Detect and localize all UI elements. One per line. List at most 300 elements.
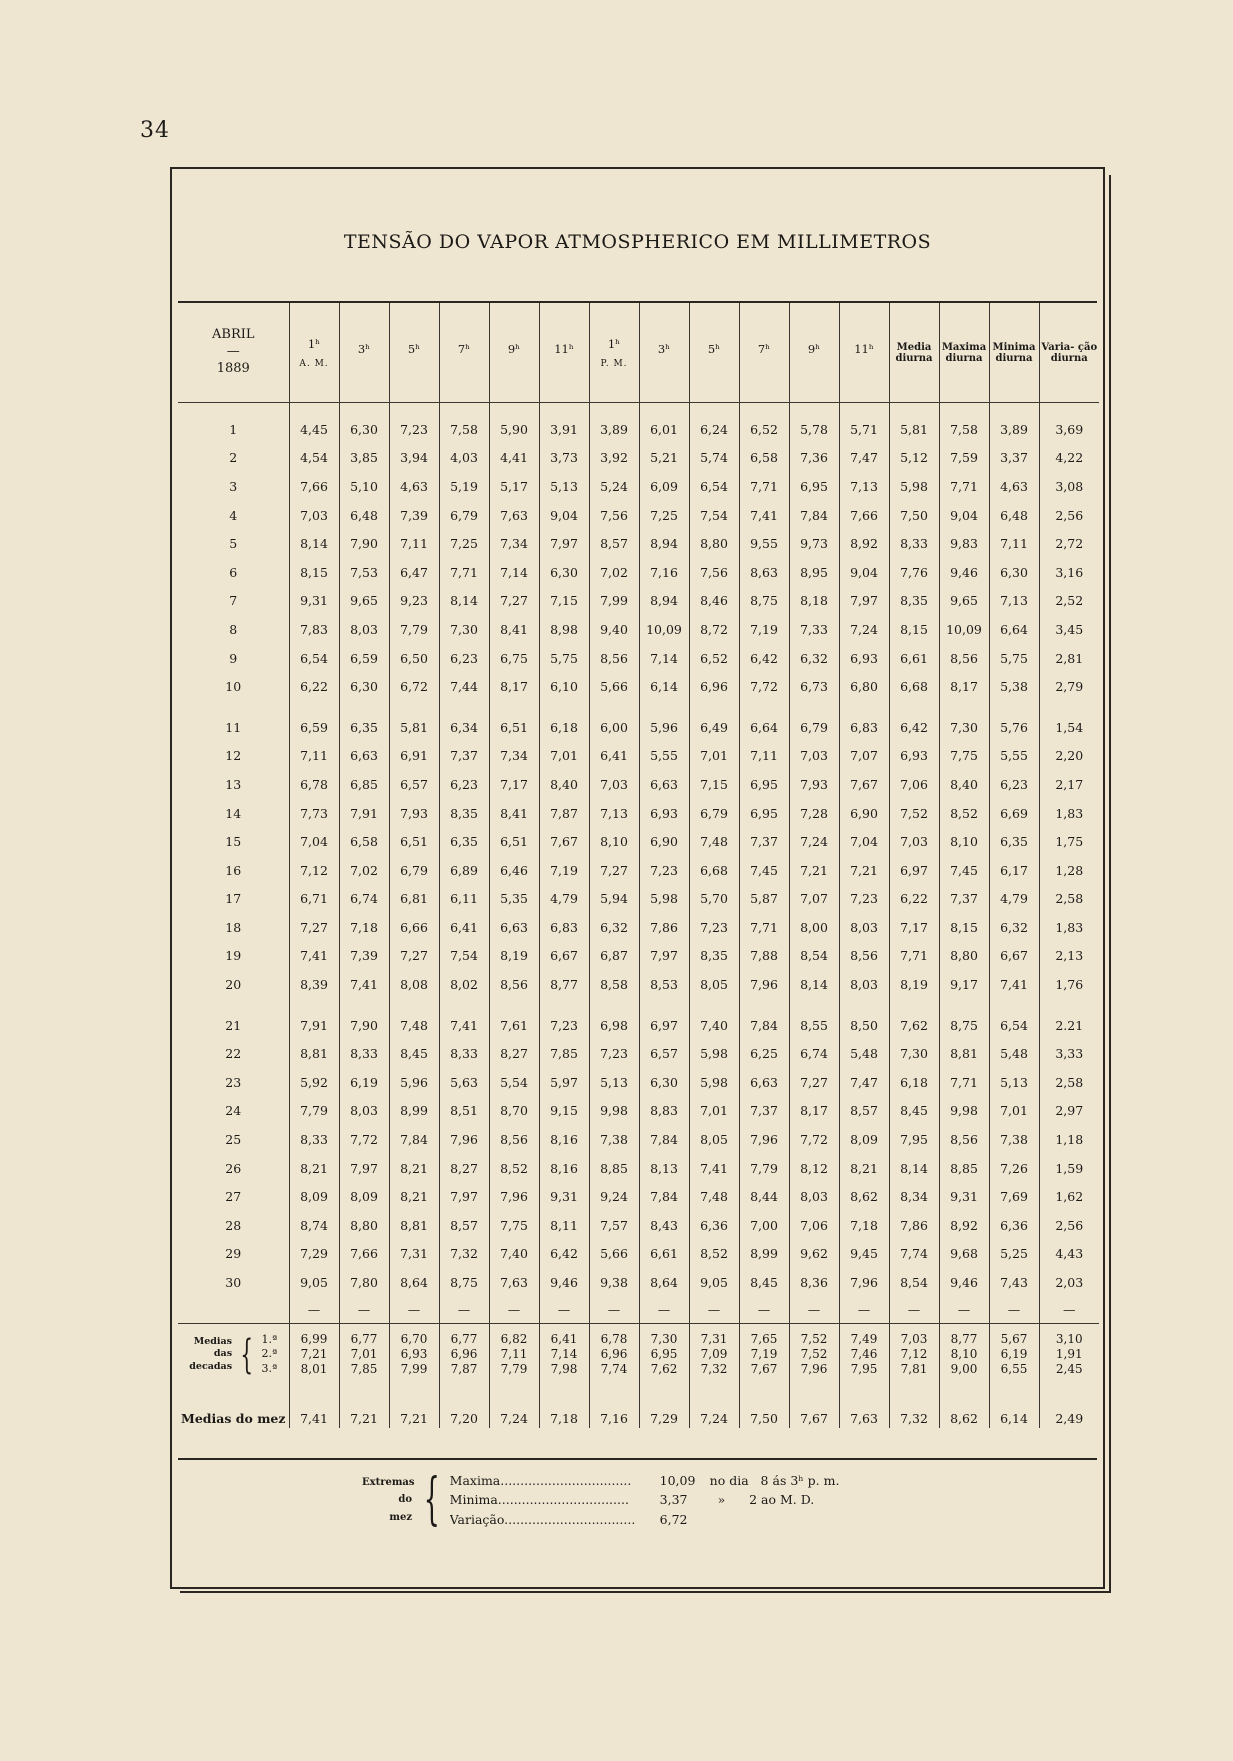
value-cell: 1,18 [1039,1125,1099,1154]
value-cell: 6,54 [289,644,339,673]
value-cell: 6,25 [739,1039,789,1068]
value-cell: 8,75 [439,1268,489,1297]
value-cell: 8,45 [389,1039,439,1068]
value-cell: 5,25 [989,1240,1039,1269]
value-cell: 6,36 [989,1211,1039,1240]
value-cell: 2.21 [1039,1011,1099,1040]
value-cell: 5,55 [639,742,689,771]
value-cell: 6,23 [439,644,489,673]
value-cell: 7,32 [439,1240,489,1269]
value-cell: 7,12 [289,856,339,885]
value-cell: 7,04 [289,827,339,856]
brace: { [240,1331,254,1378]
value-cell: 1,62 [1039,1182,1099,1211]
value-cell: 8,03 [839,970,889,999]
value-cell: 5,35 [489,885,539,914]
value-cell: 6,98 [589,1011,639,1040]
value-cell: 8,35 [889,587,939,616]
value-cell: 3,16 [1039,558,1099,587]
decade-values-cell: 6,78 6,96 7,74 [589,1323,639,1386]
value-cell: 8,16 [539,1125,589,1154]
value-cell: 3,08 [1039,472,1099,501]
value-cell: 8,10 [939,827,989,856]
hour-label: 9ʰ [507,341,521,356]
value-cell: 5,63 [439,1068,489,1097]
value-cell: 7,80 [339,1268,389,1297]
value-cell: 7,06 [889,770,939,799]
value-cell: 8,21 [389,1154,439,1183]
value-cell: 5,55 [989,742,1039,771]
media-header: Media diurna [889,303,939,403]
value-cell: 8,98 [539,615,589,644]
value-cell: 6,46 [489,856,539,885]
table-row [178,644,1099,673]
hour-header-7 [639,303,689,403]
hour-label: 1ʰ [307,336,321,351]
day-cell: 27 [225,1189,242,1205]
hour-header-9 [739,303,789,403]
value-cell: 1,75 [1039,827,1099,856]
value-cell: 7,38 [589,1125,639,1154]
value-cell: 7,97 [639,942,689,971]
value-cell: 7,04 [839,827,889,856]
value-cell: 9,31 [539,1182,589,1211]
value-cell: 2,52 [1039,587,1099,616]
value-cell: 6,01 [639,415,689,444]
page-number: 34 [140,118,170,143]
decade-values-cell: 6,77 7,01 7,85 [339,1323,389,1386]
value-cell: 7,27 [789,1068,839,1097]
value-cell: 6,30 [989,558,1039,587]
value-cell: 5,81 [389,713,439,742]
value-cell: 6,09 [639,472,689,501]
value-cell: 8,64 [389,1268,439,1297]
month-mean-cell: 7,24 [489,1386,539,1428]
value-cell: 8,63 [739,558,789,587]
value-cell: 6,52 [739,415,789,444]
extreme-name: Minima................................. [449,1492,629,1508]
hour-label: 7ʰ [457,341,471,356]
day-cell: 1 [229,421,238,437]
value-cell: 7,45 [939,856,989,885]
dash-row: — — — — — — — — — — — — — — — — [178,1297,1099,1324]
value-cell: 7,74 [889,1240,939,1269]
value-cell: 8,52 [939,799,989,828]
header-row [178,303,1099,403]
table-row [178,501,1099,530]
value-cell: 6,93 [889,742,939,771]
value-cell: 6,34 [439,713,489,742]
month-mean-cell: 2,49 [1039,1386,1099,1428]
value-cell: 8,56 [489,1125,539,1154]
value-cell: 8,62 [839,1182,889,1211]
value-cell: 9,98 [589,1097,639,1126]
value-cell: 8,70 [489,1097,539,1126]
value-cell: 8,05 [689,970,739,999]
value-cell: 7,11 [989,529,1039,558]
month-means-row [178,1386,1099,1428]
extremes-label: Extremas do mez [362,1476,415,1523]
value-cell: 6,74 [339,885,389,914]
value-cell: 6,91 [389,742,439,771]
decade-values-cell: 7,30 6,95 7,62 [639,1323,689,1386]
extreme-note: no dia 8 ás 3ʰ p. m. [709,1473,840,1488]
decade-values-cell: 3,10 1,91 2,45 [1039,1323,1099,1386]
value-cell: 8,81 [289,1039,339,1068]
value-cell: 7,16 [639,558,689,587]
value-cell: 7,02 [339,856,389,885]
month-mean-cell: 7,21 [389,1386,439,1428]
value-cell: 6,79 [439,501,489,530]
decade-values-cell: 6,82 7,11 7,79 [489,1323,539,1386]
extreme-value: 6,72 [659,1511,688,1527]
value-cell: 3,89 [589,415,639,444]
table-row [178,472,1099,501]
table-row [178,415,1099,444]
value-cell: 2,72 [1039,529,1099,558]
value-cell: 6,48 [339,501,389,530]
day-cell: 16 [225,862,242,878]
day-cell: 2 [229,450,238,466]
value-cell: 2,81 [1039,644,1099,673]
value-cell: 8,41 [489,799,539,828]
value-cell: 7,88 [739,942,789,971]
extreme-line [450,1471,840,1490]
value-cell: 6,47 [389,558,439,587]
value-cell: 7,36 [789,444,839,473]
hour-header-0 [289,303,339,403]
value-cell: 4,63 [389,472,439,501]
value-cell: 8,85 [939,1154,989,1183]
value-cell: 8,40 [939,770,989,799]
value-cell: 8,15 [939,913,989,942]
value-cell: 6,63 [639,770,689,799]
day-cell: 4 [229,507,238,523]
value-cell: 7,79 [289,1097,339,1126]
value-cell: 7,76 [889,558,939,587]
decade-values-cell: 6,70 6,93 7,99 [389,1323,439,1386]
value-cell: 1,76 [1039,970,1099,999]
value-cell: 6,63 [489,913,539,942]
value-cell: 6,61 [639,1240,689,1269]
value-cell: 6,19 [339,1068,389,1097]
value-cell: 7,39 [389,501,439,530]
value-cell: 9,65 [939,587,989,616]
value-cell: 7,96 [439,1125,489,1154]
value-cell: 8,12 [789,1154,839,1183]
value-cell: 8,14 [789,970,839,999]
value-cell: 3,45 [1039,615,1099,644]
decade-values-cell: 7,31 7,09 7,32 [689,1323,739,1386]
value-cell: 7,45 [739,856,789,885]
value-cell: 7,00 [739,1211,789,1240]
table-row [178,770,1099,799]
value-cell: 8,18 [789,587,839,616]
value-cell: 7,79 [389,615,439,644]
value-cell: 6,24 [689,415,739,444]
value-cell: 6,95 [739,770,789,799]
value-cell: 5,54 [489,1068,539,1097]
value-cell: 6,95 [789,472,839,501]
extreme-note: » 2 ao M. D. [709,1492,815,1508]
day-cell: 23 [225,1074,242,1090]
value-cell: 7,24 [839,615,889,644]
value-cell: 8,34 [889,1182,939,1211]
value-cell: 9,23 [389,587,439,616]
month-mean-cell: 6,14 [989,1386,1039,1428]
month-extremes [362,1467,840,1533]
value-cell: 9,46 [539,1268,589,1297]
value-cell: 7,58 [439,415,489,444]
value-cell: 7,31 [389,1240,439,1269]
value-cell: 8,33 [339,1039,389,1068]
variacao-header: Varia- ção diurna [1039,303,1099,403]
value-cell: 8,03 [789,1182,839,1211]
value-cell: 5,87 [739,885,789,914]
value-cell: 7,47 [839,444,889,473]
value-cell: 8,17 [489,672,539,701]
value-cell: 7,23 [539,1011,589,1040]
value-cell: 6,87 [589,942,639,971]
table-row [178,970,1099,999]
value-cell: 8,74 [289,1211,339,1240]
pm-label: P. M. [600,358,628,369]
hour-label: 11ʰ [854,341,874,356]
table-body [178,403,1099,1428]
day-cell: 12 [225,748,242,764]
value-cell: 8,58 [589,970,639,999]
value-cell: 6,35 [989,827,1039,856]
value-cell: 3,85 [339,444,389,473]
value-cell: 6,35 [439,827,489,856]
value-cell: 8,19 [489,942,539,971]
value-cell: 7,84 [389,1125,439,1154]
value-cell: 7,27 [389,942,439,971]
value-cell: 8,83 [639,1097,689,1126]
value-cell: 6,59 [339,644,389,673]
value-cell: 7,19 [739,615,789,644]
value-cell: 7,71 [439,558,489,587]
month-mean-cell: 8,62 [939,1386,989,1428]
value-cell: 6,71 [289,885,339,914]
value-cell: 5,10 [339,472,389,501]
value-cell: 7,97 [439,1182,489,1211]
value-cell: 7,43 [989,1268,1039,1297]
value-cell: 8,03 [339,1097,389,1126]
value-cell: 6,93 [839,644,889,673]
value-cell: 7,97 [839,587,889,616]
value-cell: 7,90 [339,529,389,558]
value-cell: 1,83 [1039,799,1099,828]
value-cell: 7,03 [589,770,639,799]
value-cell: 7,07 [839,742,889,771]
value-cell: 6,57 [639,1039,689,1068]
value-cell: 7,25 [439,529,489,558]
value-cell: 6,48 [989,501,1039,530]
value-cell: 7,48 [689,1182,739,1211]
value-cell: 5,98 [689,1039,739,1068]
value-cell: 7,01 [689,1097,739,1126]
month-mean-cell: 7,63 [839,1386,889,1428]
table-row [178,558,1099,587]
value-cell: 7,95 [889,1125,939,1154]
value-cell: 8,16 [539,1154,589,1183]
day-cell: 6 [229,564,238,580]
value-cell: 7,87 [539,799,589,828]
decade-values-cell: 6,99 7,21 8,01 [289,1323,339,1386]
table-row [178,885,1099,914]
table-title: TENSÃO DO VAPOR ATMOSPHERICO EM MILLIMETROS [343,231,932,253]
am-label: A. M. [299,358,329,369]
value-cell: 6,64 [989,615,1039,644]
day-cell: 21 [225,1017,242,1033]
value-cell: 6,23 [439,770,489,799]
value-cell: 8,57 [589,529,639,558]
value-cell: 6,63 [739,1068,789,1097]
value-cell: 6,83 [839,713,889,742]
value-cell: 9,38 [589,1268,639,1297]
value-cell: 5,97 [539,1068,589,1097]
value-cell: 7,40 [689,1011,739,1040]
table-row [178,827,1099,856]
value-cell: 7,14 [639,644,689,673]
value-cell: 9,05 [689,1268,739,1297]
value-cell: 6,41 [589,742,639,771]
value-cell: 4,45 [289,415,339,444]
value-cell: 6,41 [439,913,489,942]
value-cell: 7,67 [539,827,589,856]
value-cell: 3,91 [539,415,589,444]
hour-label: 11ʰ [554,341,574,356]
value-cell: 7,03 [889,827,939,856]
value-cell: 7,97 [339,1154,389,1183]
value-cell: 10,09 [939,615,989,644]
value-cell: 8,99 [739,1240,789,1269]
value-cell: 7,91 [289,1011,339,1040]
decade-values-cell: 7,03 7,12 7,81 [889,1323,939,1386]
value-cell: 5,75 [989,644,1039,673]
value-cell: 8,09 [839,1125,889,1154]
value-cell: 3,94 [389,444,439,473]
value-cell: 6,96 [689,672,739,701]
value-cell: 6,67 [989,942,1039,971]
spacer-row [178,701,1099,713]
day-cell: 11 [225,719,242,735]
day-cell: 20 [225,977,242,993]
day-cell: 15 [225,834,242,850]
value-cell: 7,11 [739,742,789,771]
value-cell: 7,72 [739,672,789,701]
day-cell: 3 [229,478,238,494]
value-cell: 8,81 [389,1211,439,1240]
value-cell: 8,52 [489,1154,539,1183]
value-cell: 5,13 [589,1068,639,1097]
value-cell: 8,10 [589,827,639,856]
value-cell: 8,03 [839,913,889,942]
value-cell: 7,66 [339,1240,389,1269]
value-cell: 8,81 [939,1039,989,1068]
value-cell: 7,37 [439,742,489,771]
value-cell: 7,72 [339,1125,389,1154]
value-cell: 10,09 [639,615,689,644]
value-cell: 7,37 [739,827,789,856]
value-cell: 9,83 [939,529,989,558]
value-cell: 6,32 [789,644,839,673]
month-year-header: ABRIL — 1889 [178,303,289,403]
table-row [178,672,1099,701]
value-cell: 6,68 [689,856,739,885]
value-cell: 6,78 [289,770,339,799]
value-cell: 2,56 [1039,501,1099,530]
hour-header-10 [789,303,839,403]
brace: { [423,1467,440,1533]
day-cell: 26 [225,1160,242,1176]
value-cell: 7,83 [289,615,339,644]
value-cell: 7,67 [839,770,889,799]
table-row [178,1240,1099,1269]
value-cell: 7,48 [389,1011,439,1040]
day-cell: 14 [225,805,242,821]
value-cell: 3,33 [1039,1039,1099,1068]
month-mean-cell: 7,20 [439,1386,489,1428]
value-cell: 7,86 [639,913,689,942]
hour-header-11 [839,303,889,403]
month-mean-cell: 7,50 [739,1386,789,1428]
value-cell: 6,85 [339,770,389,799]
value-cell: 6,30 [539,558,589,587]
day-cell: 24 [225,1103,242,1119]
value-cell: 7,96 [489,1182,539,1211]
value-cell: 7,01 [989,1097,1039,1126]
value-cell: 7,18 [839,1211,889,1240]
value-cell: 6,67 [539,942,589,971]
value-cell: 8,52 [689,1240,739,1269]
value-cell: 7,26 [989,1154,1039,1183]
value-cell: 5,96 [639,713,689,742]
value-cell: 7,18 [339,913,389,942]
value-cell: 7,99 [589,587,639,616]
value-cell: 8,14 [889,1154,939,1183]
table-row [178,1182,1099,1211]
value-cell: 5,12 [889,444,939,473]
value-cell: 7,86 [889,1211,939,1240]
value-cell: 6,97 [889,856,939,885]
value-cell: 8,21 [289,1154,339,1183]
value-cell: 8,44 [739,1182,789,1211]
value-cell: 8,43 [639,1211,689,1240]
value-cell: 5,17 [489,472,539,501]
value-cell: 7,41 [439,1011,489,1040]
value-cell: 5,94 [589,885,639,914]
value-cell: 7,54 [439,942,489,971]
value-cell: 8,75 [739,587,789,616]
value-cell: 6,90 [639,827,689,856]
value-cell: 7,44 [439,672,489,701]
value-cell: 8,80 [939,942,989,971]
day-cell: 17 [225,891,242,907]
table-row [178,1154,1099,1183]
value-cell: 6,30 [339,415,389,444]
value-cell: 6,75 [489,644,539,673]
value-cell: 7,50 [889,501,939,530]
value-cell: 2,79 [1039,672,1099,701]
value-cell: 7,84 [789,501,839,530]
hour-header-2 [389,303,439,403]
value-cell: 7,06 [789,1211,839,1240]
value-cell: 8,57 [839,1097,889,1126]
value-cell: 4,79 [539,885,589,914]
value-cell: 9,46 [939,558,989,587]
